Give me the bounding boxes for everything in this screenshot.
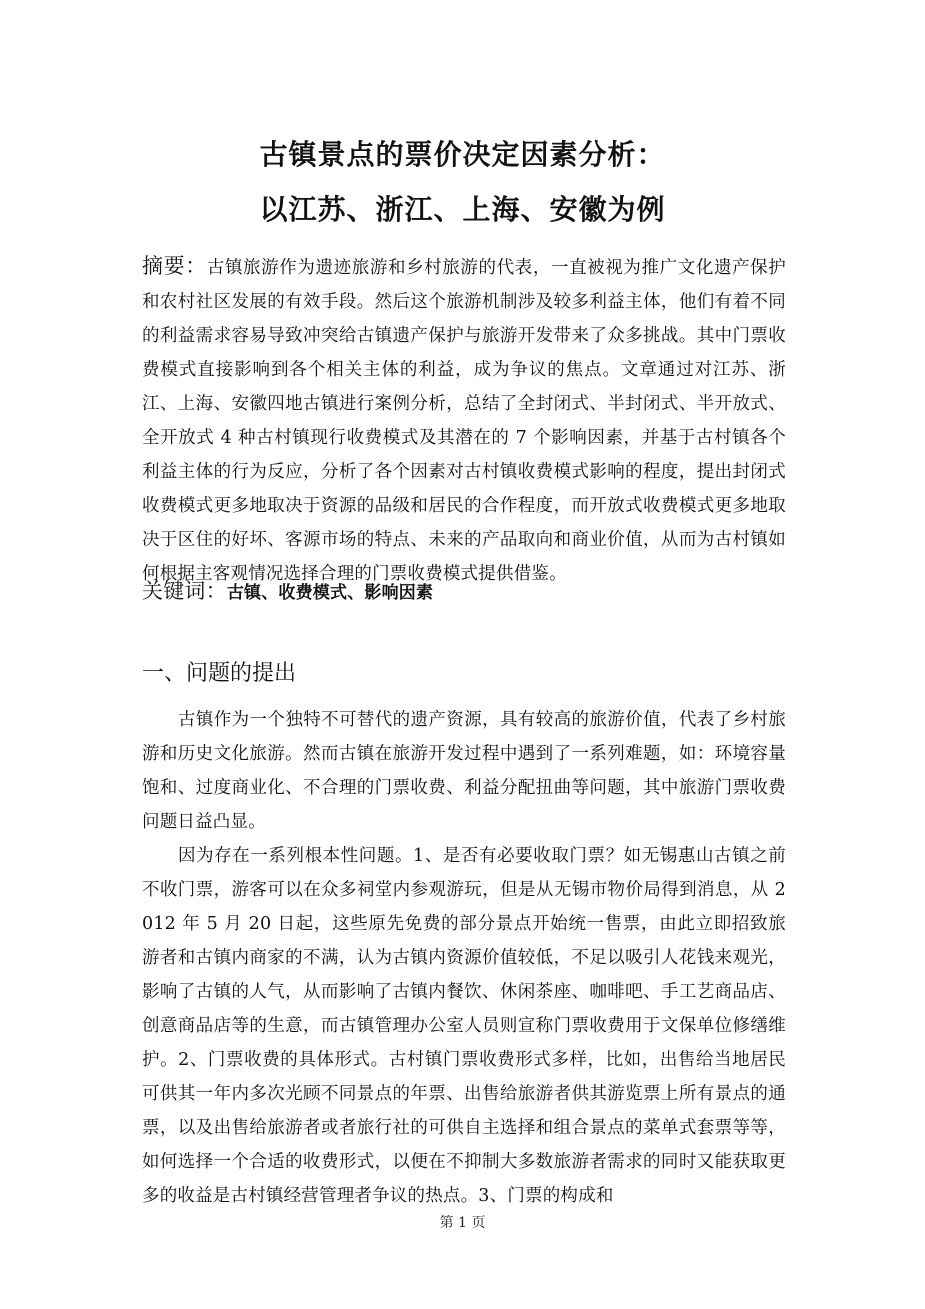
title-line-1: 古镇景点的票价决定因素分析： — [259, 138, 666, 171]
page-number: 第 1 页 — [439, 1215, 486, 1231]
body-paragraph-1: 古镇作为一个独特不可替代的遗产资源，具有较高的旅游价值，代表了乡村旅游和历史文化旅游。然而古镇在旅游开发过程中遇到了一系列难题，如：环境容量饱和、过度商业化、不合理的门票收费、利益分配扭曲等问题，其中旅游门票收费问题日益凸显。 — [142, 710, 786, 832]
body-paragraph-2: 因为存在一系列根本性问题。1、是否有必要收取门票？如无锡惠山古镇之前不收门票，游客可以在众多祠堂内参观游玩，但是从无锡市物价局得到消息，从 2012 年 5 月 20 日起，这些原先免费的部分景点开始统一售票，由此立即招致旅游者和古镇内商家的不满，认为古镇内资源价值较低，不足以吸引人花钱来观光，影响了古镇的人气，从而影响了古镇内餐饮、休闲茶座、咖啡吧、手工艺商品店、创意商品店等的生意，而古镇管理办公室人员则宣称门票收费用于文保单位修缮维护。2、门票收费的具体形式。古村镇门票收费形式多样，比如，出售给当地居民可供其一年内多次光顾不同景点的年票、出售给旅游者供其游览票上所有景点的通票，以及出售给旅游者或者旅行社的可供自主选择和组合景点的菜单式套票等等，如何选择一个合适的收费形式，以便在不抑制大多数旅游者需求的同时又能获取更多的收益是古村镇经营管理者争议的热点。3、门票的构成和 — [142, 846, 786, 1206]
abstract-text: 古镇旅游作为遗迹旅游和乡村旅游的代表，一直被视为推广文化遗产保护和农村社区发展的有效手段。然后这个旅游机制涉及较多利益主体，他们有着不同的利益需求容易导致冲突给古镇遗产保护与旅游开发带来了众多挑战。其中门票收费模式直接影响到各个相关主体的利益，成为争议的焦点。文章通过对江苏、浙江、上海、安徽四地古镇进行案例分析，总结了全封闭式、半封闭式、半开放式、全开放式 4 种古村镇现行收费模式及其潜在的 7 个影响因素，并基于古村镇各个利益主体的行为反应，分析了各个因素对古村镇收费模式影响的程度，提出封闭式收费模式更多地取决于资源的品级和居民的合作程度，而开放式收费模式更多地取决于区住的好坏、客源市场的特点、未来的产品取向和商业价值，从而为古村镇如何根据主客观情况选择合理的门票收费模式提供借鉴。 — [142, 258, 786, 584]
keywords-text: 古镇、收费模式、影响因素 — [226, 583, 434, 603]
section-heading: 一、问题的提出 — [142, 661, 297, 686]
keywords-label: 关键词： — [142, 579, 227, 603]
abstract-label: 摘要： — [142, 254, 207, 278]
abstract — [142, 249, 786, 591]
keywords — [142, 574, 786, 610]
title-line-2: 以江苏、浙江、上海、安徽为例 — [259, 193, 666, 226]
